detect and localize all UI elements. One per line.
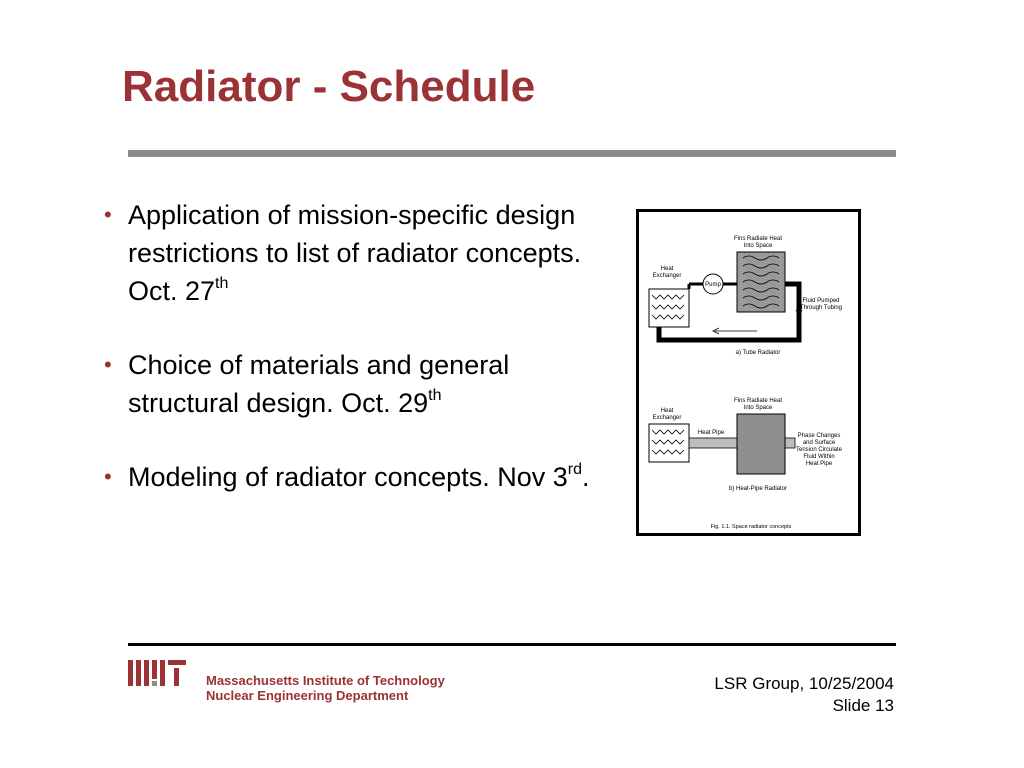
fig-a-fins-label: Fins Radiate Heat xyxy=(733,236,783,242)
radiator-concepts-figure xyxy=(636,209,861,536)
fig-b-phase-label-4: Fluid Within xyxy=(803,454,835,460)
slide-title: Radiator - Schedule xyxy=(122,62,536,111)
slide-number: Slide 13 xyxy=(832,696,894,715)
group-date: LSR Group, 10/25/2004 xyxy=(714,674,894,693)
fig-b-phase-label: Phase Changes xyxy=(797,433,841,439)
fig-b-pipe-label: Heat Pipe xyxy=(697,430,725,436)
fig-b-phase-label-2: and Surface xyxy=(802,440,836,446)
bullet-text: Choice of materials and general structural design. Oct. 29 xyxy=(128,350,510,418)
title-divider xyxy=(128,150,896,157)
fig-b-exchanger-label: Heat xyxy=(660,408,674,414)
fig-b-caption: b) Heat-Pipe Radiator xyxy=(728,486,788,492)
fig-b-fins-label-2: Into Space xyxy=(743,405,773,411)
footer-info xyxy=(714,673,894,717)
fig-b-phase-label-3: Tension Circulate xyxy=(795,447,843,453)
bullet-item xyxy=(104,458,604,496)
bullet-item xyxy=(104,196,604,310)
bullet-text: Modeling of radiator concepts. Nov 3 xyxy=(128,462,568,492)
bullet-icon: • xyxy=(104,202,112,227)
footer-divider xyxy=(128,643,896,646)
mit-logo-icon xyxy=(128,660,186,690)
institute-name: Massachusetts Institute of Technology xyxy=(206,673,445,688)
bullet-item xyxy=(104,346,604,422)
radiator-diagram xyxy=(639,212,858,533)
mit-logo xyxy=(128,660,186,695)
fig-a-fluid-label-2: Through Tubing xyxy=(799,305,843,311)
bullet-list xyxy=(104,196,604,532)
bullet-icon: • xyxy=(104,352,112,377)
bullet-tail: . xyxy=(581,462,590,492)
fig-b-fins-label: Fins Radiate Heat xyxy=(733,398,783,404)
bullet-text: Application of mission-specific design restrictions to list of radiator concepts. Oct. 27 xyxy=(128,200,582,306)
fig-b-phase-label-5: Heat Pipe xyxy=(805,461,833,467)
bullet-superscript: th xyxy=(428,387,442,404)
fig-a-exchanger-label-2: Exchanger xyxy=(652,273,682,279)
department-name: Nuclear Engineering Department xyxy=(206,688,409,703)
bullet-icon: • xyxy=(104,464,112,489)
fig-a-pump-label: Pump xyxy=(705,282,721,288)
fig-b-exchanger-label-2: Exchanger xyxy=(652,415,682,421)
fig-a-exchanger-label: Heat xyxy=(660,266,674,272)
fig-a-caption: a) Tube Radiator xyxy=(735,350,781,356)
fig-a-fluid-label: Fluid Pumped xyxy=(802,298,840,304)
fig-a-fins-label-2: Into Space xyxy=(743,243,773,249)
bullet-superscript: th xyxy=(215,275,229,292)
bullet-superscript: rd xyxy=(567,461,582,478)
institute-block xyxy=(206,673,445,703)
figure-caption: Fig. 1.1. Space radiator concepts xyxy=(710,524,792,530)
heat-pipe-radiator-drawing xyxy=(649,414,795,474)
